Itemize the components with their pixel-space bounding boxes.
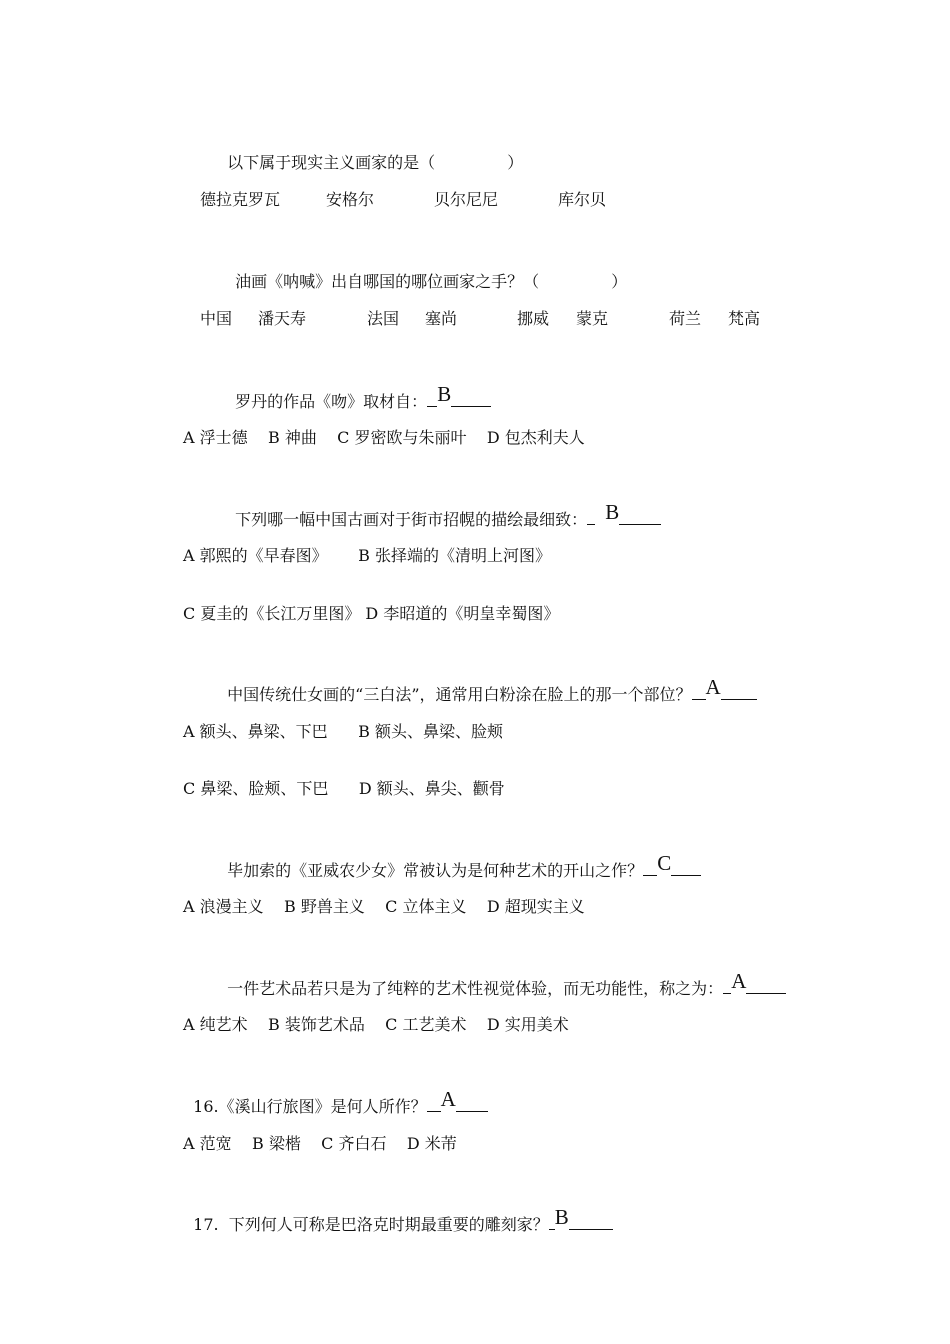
question-16-answer: A (440, 1087, 456, 1111)
question-3 (225, 370, 491, 412)
question-2-option: 中国 (200, 309, 233, 328)
question-6-options: A 浪漫主义 B 野兽主义 C 立体主义 D 超现实主义 (183, 897, 585, 916)
question-3-prompt: 罗丹的作品《吻》取材自： (235, 392, 428, 411)
question-7-answer: A (731, 969, 747, 993)
question-2-option: 塞尚 (425, 309, 458, 328)
question-1-option: 贝尔尼尼 (434, 190, 499, 209)
question-4 (225, 488, 661, 530)
question-2-option: 梵高 (728, 309, 761, 328)
question-4-options-1: A 郭熙的《早春图》 B 张择端的《清明上河图》 (183, 546, 552, 565)
question-6 (217, 839, 701, 881)
question-17-prompt: 17. 下列何人可称是巴洛克时期最重要的雕刻家？ (193, 1215, 549, 1234)
question-2-option: 挪威 (517, 309, 550, 328)
question-1-close: ） (507, 153, 524, 172)
question-7 (217, 957, 786, 999)
question-2-option: 潘天寿 (258, 309, 307, 328)
question-2-close: ） (611, 272, 628, 291)
question-2-prompt: 油画《呐喊》出自哪国的哪位画家之手？（ (235, 272, 540, 291)
question-7-options: A 纯艺术 B 装饰艺术品 C 工艺美术 D 实用美术 (183, 1015, 569, 1034)
question-2-option: 法国 (367, 309, 400, 328)
question-5-options-1: A 额头、鼻梁、下巴 B 额头、鼻梁、脸颊 (183, 722, 504, 741)
question-17 (183, 1193, 613, 1235)
question-4-prompt: 下列哪一幅中国古画对于街市招幌的描绘最细致： (235, 510, 588, 529)
question-17-answer: B (554, 1205, 569, 1229)
question-16-prompt: 16.《溪山行旅图》是何人所作？ (193, 1097, 427, 1116)
question-3-answer: B (437, 382, 452, 406)
question-5-answer: A (705, 675, 721, 699)
question-5 (217, 663, 757, 705)
question-2 (225, 252, 627, 292)
question-1 (217, 133, 523, 173)
question-4-options-2: C 夏圭的《长江万里图》 D 李昭道的《明皇幸蜀图》 (183, 604, 560, 623)
question-7-prompt: 一件艺术品若只是为了纯粹的艺术性视觉体验，而无功能性，称之为： (227, 979, 724, 998)
question-16-options: A 范宽 B 梁楷 C 齐白石 D 米芾 (183, 1134, 457, 1153)
question-3-options: A 浮士德 B 神曲 C 罗密欧与朱丽叶 D 包杰利夫人 (183, 428, 585, 447)
question-1-option: 德拉克罗瓦 (200, 190, 281, 209)
question-6-answer: C (657, 851, 672, 875)
question-1-prompt: 以下属于现实主义画家的是（ (227, 153, 436, 172)
question-5-options-2: C 鼻梁、脸颊、下巴 D 额头、鼻尖、颧骨 (183, 779, 505, 798)
question-1-option: 安格尔 (326, 190, 375, 209)
question-4-answer: B (605, 500, 620, 524)
question-1-option: 库尔贝 (558, 190, 607, 209)
question-2-option: 蒙克 (576, 309, 609, 328)
question-16 (183, 1075, 488, 1117)
question-5-prompt: 中国传统仕女画的“三白法”，通常用白粉涂在脸上的那一个部位？ (227, 685, 692, 704)
question-2-option: 荷兰 (669, 309, 702, 328)
question-6-prompt: 毕加索的《亚威农少女》常被认为是何种艺术的开山之作？ (227, 861, 644, 880)
